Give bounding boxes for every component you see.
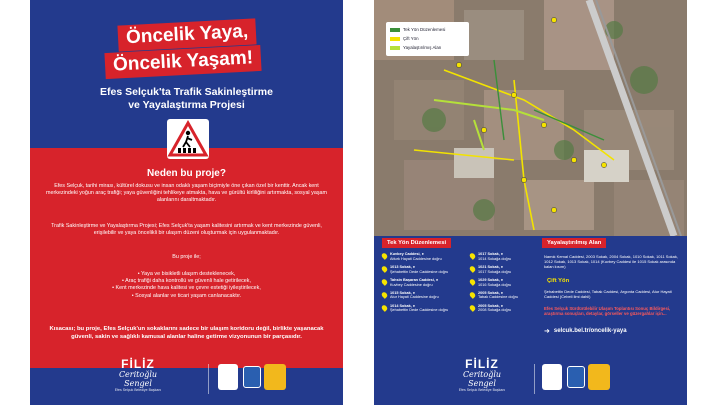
event-logo [588,364,610,390]
street-direction: 1016 Sokağa doğru [478,282,512,287]
street-direction: Şehabettin Dede Caddesine doğru [390,269,449,274]
legend-swatch [390,37,400,41]
location-pin-icon [469,265,477,273]
legend-swatch [390,46,400,50]
street-direction: Tabak Caddesine doğru [478,295,519,300]
legend-label: Yayalaştırılmış Alan [403,45,442,50]
paragraph-3: Bu proje ile; [172,254,201,260]
street-name: 2005 Sokak, ● [478,290,504,295]
event-logo [264,364,286,390]
list-item [470,278,536,287]
street-name: 1015 Sokak, ● [390,290,416,295]
bullet-item: • Araç trafiği daha kontrollü ve güvenli hale getirilecek, [122,278,251,285]
why-heading: Neden bu proje? [147,168,226,179]
brand-surname: Ceritoğlu Sengel [462,370,502,388]
mayor-brand [108,359,168,393]
brand-surname: Ceritoğlu Sengel [118,370,158,388]
right-poster [374,0,687,405]
pointer-arrow-icon: ➜ [544,328,550,335]
footer-bar [30,368,343,405]
bullet-list [44,271,329,300]
legend-item-yaya [390,43,465,52]
title-line-1: Öncelik Yaya, [117,18,256,51]
paragraph-1: Efes Selçuk, tarihi mirası, kültürel dokusu ve insan odaklı yaşam biçimiyle öne çıkan özel bir kenttir. Ancak kent merkezindeki yoğun araç trafiği; yaya güvenliğini tehlikeye atmakta, hava ve gürültü kirliliğini artırmakta, sosyal yaşam alanlarını daraltmaktadır. [45,183,328,204]
list-item [382,304,462,313]
title-line-2: Öncelik Yaşam! [104,45,261,79]
cift-yon-streets: Şehabettin Dede Caddesi, Tabak Caddesi, Argonta Caddesi, Atur Hayati Caddesi (Cebeli ilmi dahil) [544,289,672,299]
location-pin-icon [381,304,389,312]
bullet-item: • Yaya ve bisikletli ulaşım desteklenecek, [137,271,236,277]
street-direction: 1014 Sokağa doğru [478,256,512,261]
mayor-brand [452,359,512,393]
municipality-logo [218,364,238,390]
section-tek-yon: Tek Yön Düzenlemesi [382,238,451,248]
left-poster [30,0,343,405]
website-link[interactable] [544,327,627,335]
legend-item-tek-yon [390,25,465,34]
list-item [470,252,536,261]
street-name: Tahsin Başaran Caddesi, ● [390,277,439,282]
legend-swatch [390,28,400,32]
footer-divider [208,364,209,394]
subtitle-line-2: ve Yayalaştırma Projesi [128,99,245,111]
brand-role: Efes Selçuk Belediye Başkanı [458,388,506,392]
street-direction: 1017 Sokağa doğru [478,269,512,274]
location-pin-icon [381,278,389,286]
municipality-logo [542,364,562,390]
footer-divider [534,364,535,394]
list-item [382,265,462,274]
street-direction: 2008 Sokağa doğru [478,308,512,313]
street-name: Kuvbey Caddesi, ● [390,252,424,256]
street-name: 2005 Sokak, ● [478,303,504,308]
street-name: 1029 Sokak, ● [478,277,504,282]
legend-label: Çift Yön [403,36,419,41]
location-pin-icon [381,291,389,299]
street-name: 1014 Sokak, ● [390,303,416,308]
brand-role: Efes Selçuk Belediye Başkanı [114,388,162,392]
location-pin-icon [381,265,389,273]
location-pin-icon [469,252,477,260]
location-pin-icon [381,252,389,260]
location-pin-icon [469,278,477,286]
street-direction: Kuvbey Caddesine doğru [390,282,433,287]
section-cift-yon: Çift Yön [542,276,574,286]
brand-name: FİLİZ [465,357,499,371]
map-legend [386,22,469,56]
bullet-item: • Sosyal alanlar ve ticari yaşam canlanacaktır. [131,292,242,299]
section-yaya: Yayalaştırılmış Alan [542,238,606,248]
location-pin-icon [469,304,477,312]
street-direction: Atturk Hayati Caddesine doğru [390,256,442,261]
list-item [470,291,536,300]
street-name: 1013 Sokak, ● [390,264,416,269]
pedestrian-crossing-sign-icon [166,118,210,160]
tek-yon-list-2 [470,252,536,317]
unesco-logo [243,366,261,388]
closing-statement: Kısacası; bu proje, Efes Selçuk'un sokaklarını sadece bir ulaşım koridoru değil, birlikte yaşanacak güvenli, sakin ve sağlıklı kamusal alanlar haline getirme vizyonunun bir parçasıdır. [49,326,324,340]
project-subtitle [30,86,343,112]
tek-yon-list-1 [382,252,462,317]
brand-name: FİLİZ [121,357,155,371]
list-item [382,278,462,287]
street-name: 1021 Sokak, ● [478,264,504,269]
legend-item-cift-yon [390,34,465,43]
street-name: 1017 Sokak, ● [478,252,504,256]
legend-label: Tek Yön Düzenlemesi [403,27,446,32]
list-item [382,291,462,300]
yaya-streets: Namık Kemal Caddesi, 2003 Sokak, 2004 Sokak, 1010 Sokak, 1011 Sokak, 1012 Sokak, 1013 Sokak, 1014 (Kuvbey Caddesi ile 1015 Sokak arasında kalan kısım) [544,254,679,269]
website-url[interactable]: selcuk.bel.tr/oncelik-yaya [553,328,627,334]
bullet-item: • Kent merkezinde hava kalitesi ve çevre estetiği iyileştirilecek, [112,285,261,292]
street-direction: Şehabettin Dede Caddesine doğru [390,308,449,313]
info-note: Efes Selçuk Sürdürülebilir Ulaşım Toplantısı Sonuç Bildirgesi, araştırma sonuçları, detaylar, görseller ve güzergahlar için... [544,306,671,316]
list-item [382,252,462,261]
paragraph-2: Trafik Sakinleştirme ve Yayalaştırma Projesi; Efes Selçuk'ta yaşam kalitesini artırmak ve kent merkezinde güvenli, erişilebilir ve yaya öncelikli bir ulaşım düzeni oluşturmak için uygulanmaktadır. [51,223,322,237]
unesco-logo [567,366,585,388]
location-pin-icon [469,291,477,299]
street-direction: Atur Hayati Caddesine doğru [390,295,439,300]
list-item [470,304,536,313]
list-item [470,265,536,274]
subtitle-line-1: Efes Selçuk'ta Trafik Sakinleştirme [100,86,273,98]
